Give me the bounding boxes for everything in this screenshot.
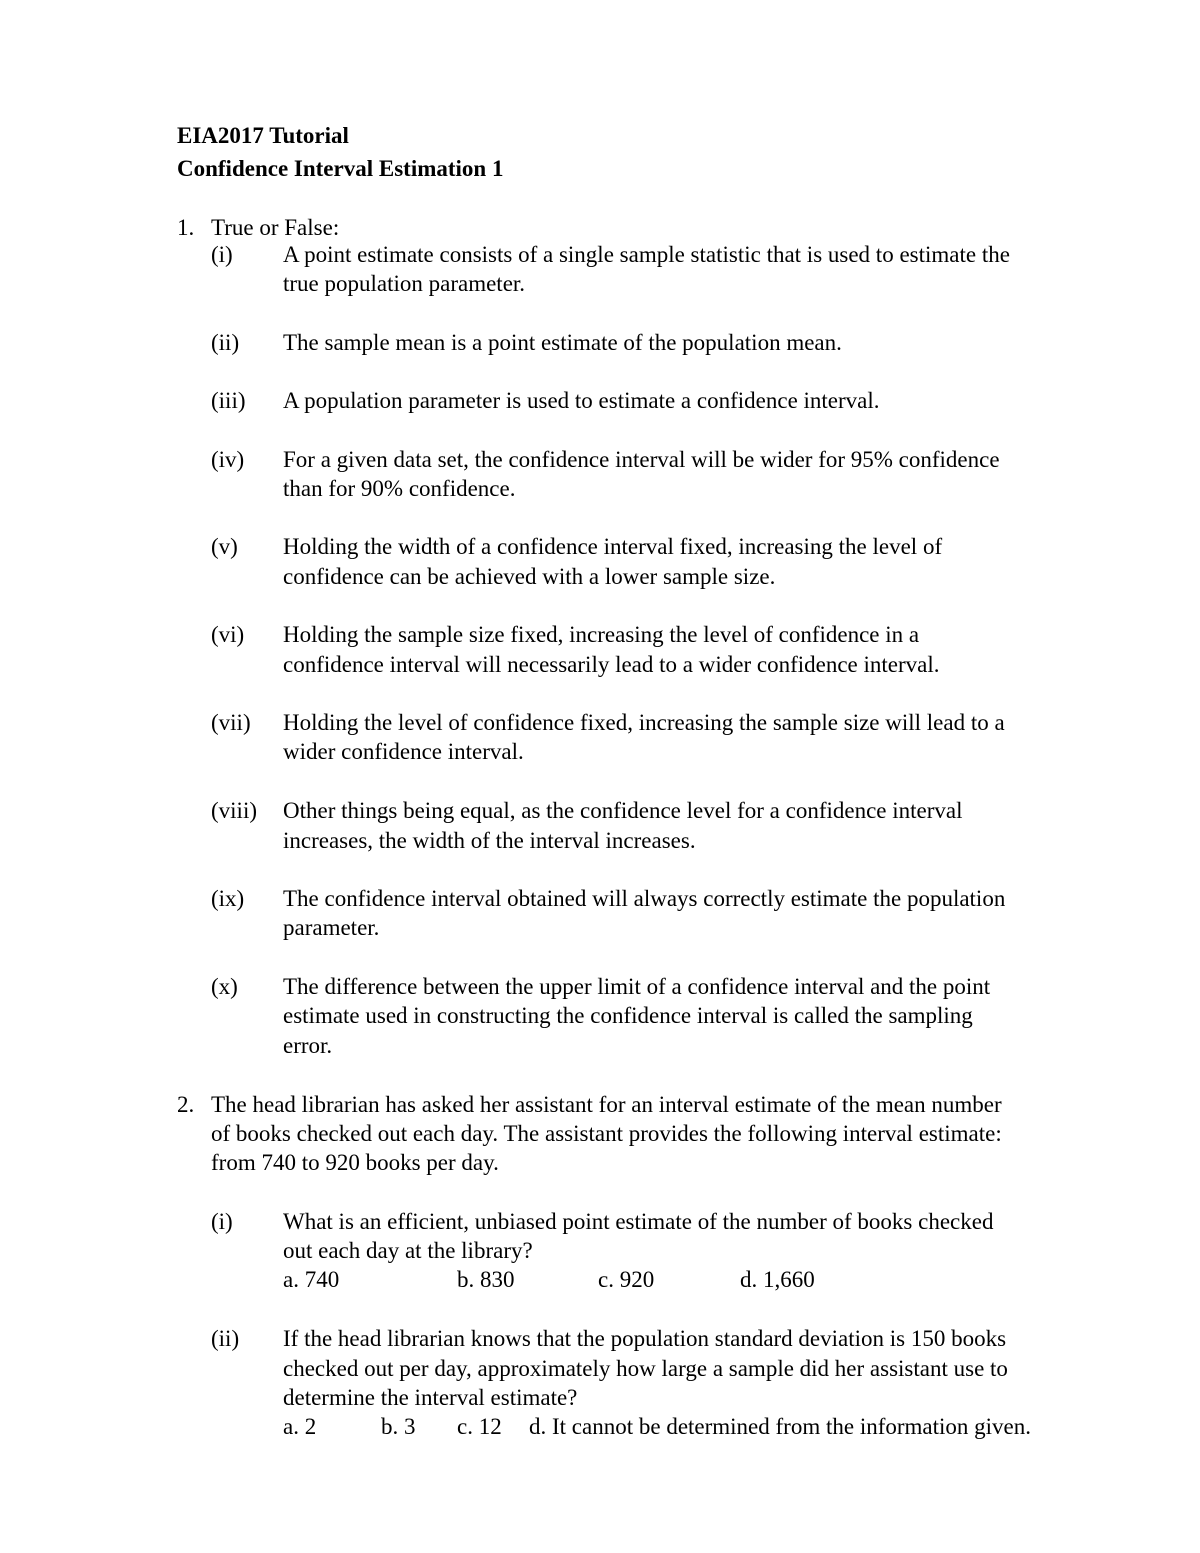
q1-item-viii-line-1: Other things being equal, as the confidence level for a confidence interval — [283, 798, 963, 823]
question-2-line-3: from 740 to 920 books per day. — [211, 1150, 499, 1175]
question-2-number: 2. — [177, 1092, 195, 1117]
q1-item-vii-line-2: wider confidence interval. — [283, 739, 524, 764]
q1-item-x-label: (x) — [211, 974, 238, 999]
question-2-line-1: The head librarian has asked her assistant for an interval estimate of the mean number — [211, 1092, 1002, 1117]
q2-part-i-option-a: a. 740 — [283, 1267, 340, 1292]
q1-item-vi-line-1: Holding the sample size fixed, increasing the level of confidence in a — [283, 622, 920, 647]
q1-item-x-line-3: error. — [283, 1033, 333, 1058]
question-2-line-2: of books checked out each day. The assistant provides the following interval estimate: — [211, 1121, 1002, 1146]
q2-part-ii-label: (ii) — [211, 1326, 240, 1351]
q2-part-i-line-2: out each day at the library? — [283, 1238, 533, 1263]
q2-part-i-option-d: d. 1,660 — [740, 1267, 815, 1292]
q1-item-iii-line-1: A population parameter is used to estimate a confidence interval. — [283, 388, 880, 413]
q1-item-iv-line-2: than for 90% confidence. — [283, 476, 516, 501]
q2-part-i-line-1: What is an efficient, unbiased point estimate of the number of books checked — [283, 1209, 994, 1234]
q2-part-ii-option-d: d. It cannot be determined from the information given. — [529, 1414, 1032, 1439]
q1-item-i-line-2: true population parameter. — [283, 271, 526, 296]
q1-item-iv-line-1: For a given data set, the confidence interval will be wider for 95% confidence — [283, 447, 1000, 472]
q2-part-ii-line-1: If the head librarian knows that the population standard deviation is 150 books — [283, 1326, 1007, 1351]
q1-item-viii-label: (viii) — [211, 798, 257, 823]
q2-part-i-option-b: b. 830 — [457, 1267, 515, 1292]
q1-item-ix-label: (ix) — [211, 886, 245, 911]
q2-part-ii-line-3: determine the interval estimate? — [283, 1385, 578, 1410]
q2-part-ii-line-2: checked out per day, approximately how large a sample did her assistant use to — [283, 1356, 1008, 1381]
q2-part-ii-option-c: c. 12 — [457, 1414, 502, 1439]
q2-part-ii-option-a: a. 2 — [283, 1414, 317, 1439]
q1-item-ii-line-1: The sample mean is a point estimate of the population mean. — [283, 330, 842, 355]
q1-item-ix-line-1: The confidence interval obtained will always correctly estimate the population — [283, 886, 1006, 911]
course-title: EIA2017 Tutorial — [177, 123, 349, 148]
q1-item-i-label: (i) — [211, 242, 233, 267]
q1-item-x-line-2: estimate used in constructing the confidence interval is called the sampling — [283, 1003, 973, 1028]
question-1-number: 1. — [177, 215, 195, 240]
q1-item-vi-label: (vi) — [211, 622, 245, 647]
topic-title: Confidence Interval Estimation 1 — [177, 156, 504, 181]
q1-item-v-line-1: Holding the width of a confidence interval fixed, increasing the level of — [283, 534, 943, 559]
q1-item-vi-line-2: confidence interval will necessarily lead to a wider confidence interval. — [283, 652, 940, 677]
question-1-prompt: True or False: — [211, 215, 340, 240]
q1-item-iii-label: (iii) — [211, 388, 246, 413]
q1-item-vii-line-1: Holding the level of confidence fixed, increasing the sample size will lead to a — [283, 710, 1005, 735]
q1-item-v-line-2: confidence can be achieved with a lower sample size. — [283, 564, 776, 589]
q1-item-ii-label: (ii) — [211, 330, 240, 355]
q1-item-x-line-1: The difference between the upper limit of a confidence interval and the point — [283, 974, 991, 999]
q2-part-ii-option-b: b. 3 — [381, 1414, 416, 1439]
q1-item-iv-label: (iv) — [211, 447, 245, 472]
q1-item-viii-line-2: increases, the width of the interval increases. — [283, 828, 696, 853]
q2-part-i-option-c: c. 920 — [598, 1267, 655, 1292]
q1-item-ix-line-2: parameter. — [283, 915, 380, 940]
q2-part-i-label: (i) — [211, 1209, 233, 1234]
q1-item-i-line-1: A point estimate consists of a single sample statistic that is used to estimate the — [283, 242, 1010, 267]
q1-item-vii-label: (vii) — [211, 710, 251, 735]
q1-item-v-label: (v) — [211, 534, 238, 559]
